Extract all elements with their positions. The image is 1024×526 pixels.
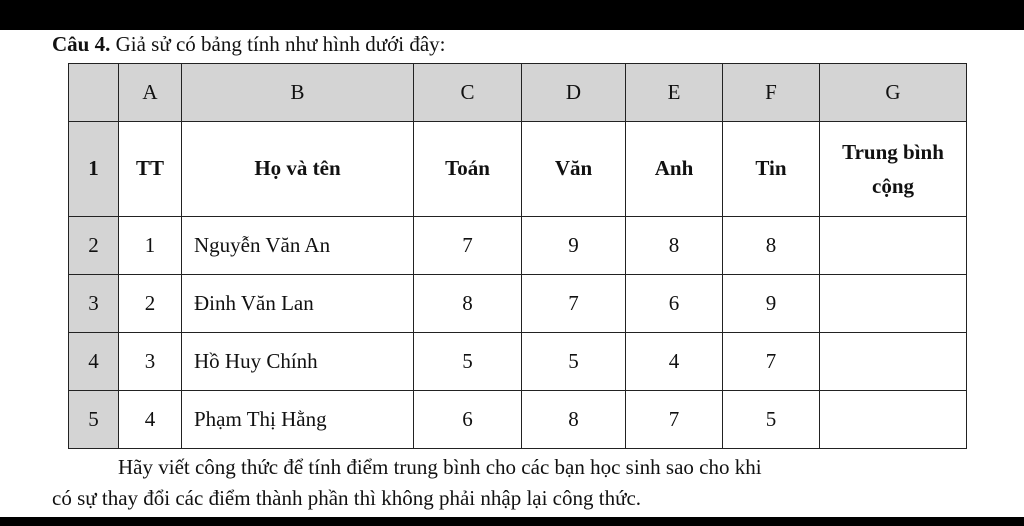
cell-van: 7 (522, 274, 626, 332)
header-tin: Tin (723, 122, 820, 217)
instructions-paragraph (52, 452, 1002, 514)
cell-tin: 8 (723, 216, 820, 274)
cell-tin: 9 (723, 274, 820, 332)
table-row (69, 390, 967, 448)
cell-name: Nguyễn Văn An (182, 216, 414, 274)
column-letter-c: C (414, 64, 522, 122)
header-anh: Anh (626, 122, 723, 217)
table-row (69, 332, 967, 390)
column-letter-e: E (626, 64, 723, 122)
row-number: 5 (69, 390, 119, 448)
row-number: 3 (69, 274, 119, 332)
question-heading (52, 31, 446, 57)
instructions-line-2: có sự thay đổi các điểm thành phần thì không phải nhập lại công thức. (52, 486, 642, 510)
row-number: 4 (69, 332, 119, 390)
cell-name: Hồ Huy Chính (182, 332, 414, 390)
cell-tt: 2 (119, 274, 182, 332)
cell-name: Phạm Thị Hằng (182, 390, 414, 448)
cell-average (820, 274, 967, 332)
header-van: Văn (522, 122, 626, 217)
table-header-row (69, 122, 967, 217)
question-number: Câu 4. (52, 32, 111, 56)
cell-tin: 5 (723, 390, 820, 448)
column-letters-row (69, 64, 967, 122)
cell-toan: 6 (414, 390, 522, 448)
cell-anh: 6 (626, 274, 723, 332)
header-toan: Toán (414, 122, 522, 217)
cell-average (820, 332, 967, 390)
cell-average (820, 390, 967, 448)
cell-van: 9 (522, 216, 626, 274)
corner-cell (69, 64, 119, 122)
cell-van: 5 (522, 332, 626, 390)
column-letter-b: B (182, 64, 414, 122)
column-letter-a: A (119, 64, 182, 122)
cell-toan: 5 (414, 332, 522, 390)
header-tt: TT (119, 122, 182, 217)
cell-anh: 4 (626, 332, 723, 390)
cell-van: 8 (522, 390, 626, 448)
table-row (69, 274, 967, 332)
cell-toan: 7 (414, 216, 522, 274)
header-average: Trung bình cộng (820, 122, 967, 217)
column-letter-g: G (820, 64, 967, 122)
table-row (69, 216, 967, 274)
cell-average (820, 216, 967, 274)
cell-tt: 1 (119, 216, 182, 274)
cell-tt: 4 (119, 390, 182, 448)
column-letter-d: D (522, 64, 626, 122)
cell-anh: 7 (626, 390, 723, 448)
row-number: 1 (69, 122, 119, 217)
document-paper (0, 30, 1024, 517)
column-letter-f: F (723, 64, 820, 122)
cell-toan: 8 (414, 274, 522, 332)
header-name: Họ và tên (182, 122, 414, 217)
row-number: 2 (69, 216, 119, 274)
cell-tin: 7 (723, 332, 820, 390)
cell-tt: 3 (119, 332, 182, 390)
spreadsheet-table (68, 63, 967, 449)
cell-name: Đinh Văn Lan (182, 274, 414, 332)
instructions-line-1: Hãy viết công thức để tính điểm trung bình cho các bạn học sinh sao cho khi (118, 455, 762, 479)
question-text: Giả sử có bảng tính như hình dưới đây: (115, 32, 446, 56)
cell-anh: 8 (626, 216, 723, 274)
